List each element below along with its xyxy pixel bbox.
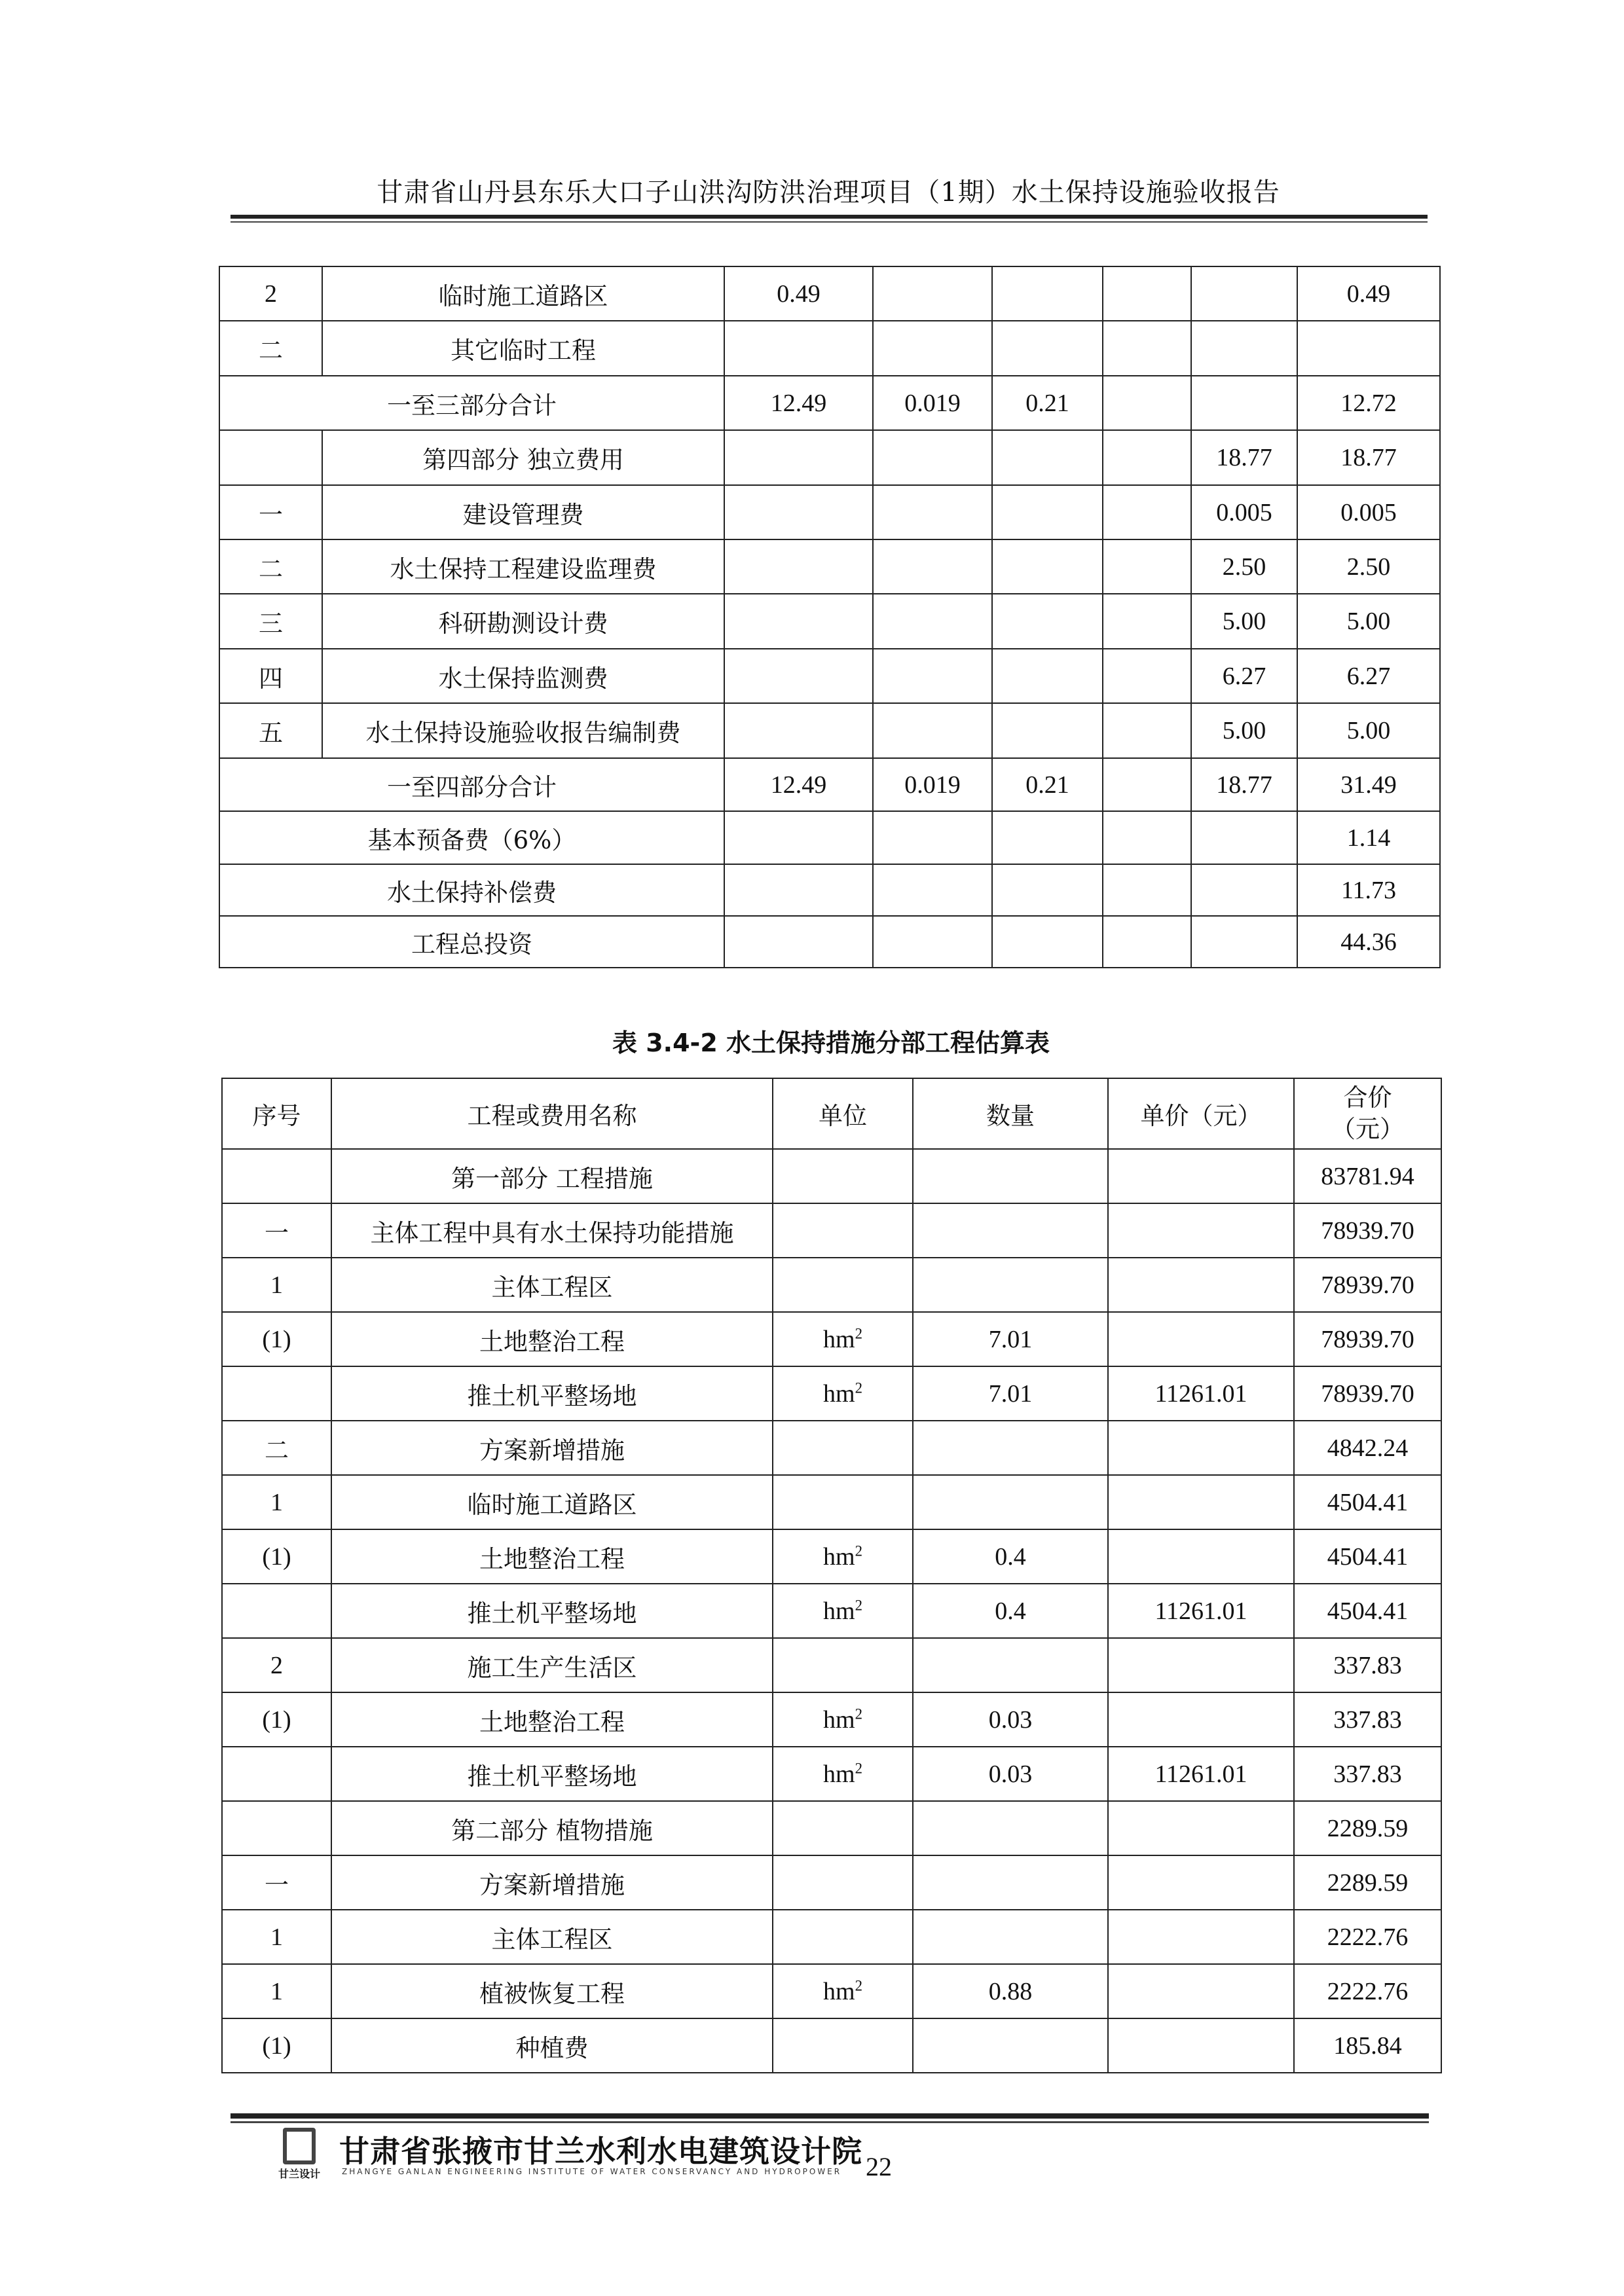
- measures-estimate-table: [221, 1078, 1442, 2073]
- table-cell: 4842.24: [1294, 1421, 1441, 1475]
- table-cell: [873, 916, 992, 968]
- table-cell: 第四部分 独立费用: [322, 430, 724, 485]
- header-rule: [231, 215, 1428, 219]
- table-row: [222, 1964, 1441, 2018]
- table-cell: 0.005: [1297, 485, 1440, 539]
- table-cell: 31.49: [1297, 758, 1440, 811]
- table-cell: [992, 594, 1103, 649]
- table-cell: [992, 321, 1103, 376]
- table-cell: [773, 2018, 913, 2073]
- table-cell: [873, 864, 992, 916]
- table-cell: 7.01: [913, 1366, 1108, 1421]
- table-cell: (1): [222, 1529, 331, 1584]
- table-cell: 78939.70: [1294, 1203, 1441, 1258]
- table-cell: [992, 916, 1103, 968]
- table-cell: 水土保持设施验收报告编制费: [322, 703, 724, 758]
- table-cell: [1103, 430, 1191, 485]
- table-cell: (1): [222, 1312, 331, 1366]
- table-cell: 推土机平整场地: [331, 1747, 773, 1801]
- table-cell: 11261.01: [1108, 1366, 1294, 1421]
- table-cell: 18.77: [1191, 758, 1297, 811]
- table-cell: 主体工程中具有水土保持功能措施: [331, 1203, 773, 1258]
- institute-name: 甘肃省张掖市甘兰水利水电建筑设计院: [339, 2134, 862, 2169]
- table-row: [222, 1475, 1441, 1529]
- table-cell: [1108, 1203, 1294, 1258]
- table-row: [219, 758, 1440, 811]
- table-row: [222, 1855, 1441, 1910]
- table-cell: 临时施工道路区: [331, 1475, 773, 1529]
- table-row: [222, 1258, 1441, 1312]
- table-cell: [873, 321, 992, 376]
- table-cell: [724, 321, 873, 376]
- table-cell: [773, 1855, 913, 1910]
- table-cell: [222, 1149, 331, 1203]
- table-cell: [773, 1910, 913, 1964]
- table-cell: 土地整治工程: [331, 1312, 773, 1366]
- table-cell: 78939.70: [1294, 1366, 1441, 1421]
- table-row: [222, 1366, 1441, 1421]
- table-cell: $hm^2$: [773, 1366, 913, 1421]
- table-cell: [1103, 321, 1191, 376]
- table-cell: [1108, 1421, 1294, 1475]
- table-cell: 科研勘测设计费: [322, 594, 724, 649]
- table-cell: [913, 1910, 1108, 1964]
- table-cell: $hm^2$: [773, 1529, 913, 1584]
- table-row: [219, 594, 1440, 649]
- table-cell: [1191, 811, 1297, 864]
- table-cell: 4504.41: [1294, 1529, 1441, 1584]
- table-row: [222, 1203, 1441, 1258]
- table-cell: [992, 485, 1103, 539]
- table-cell: 水土保持工程建设监理费: [322, 539, 724, 594]
- table-cell: 第一部分 工程措施: [331, 1149, 773, 1203]
- table-cell: 水土保持监测费: [322, 649, 724, 703]
- table-cell: [1108, 2018, 1294, 2073]
- table-cell: 建设管理费: [322, 485, 724, 539]
- table-cell: [1103, 266, 1191, 321]
- table-cell: [724, 649, 873, 703]
- table-cell: 施工生产生活区: [331, 1638, 773, 1692]
- table-row: [219, 649, 1440, 703]
- table-cell: 1.14: [1297, 811, 1440, 864]
- table-cell: 0.49: [1297, 266, 1440, 321]
- table-cell: [992, 703, 1103, 758]
- table-cell: [873, 485, 992, 539]
- table-row: [219, 916, 1440, 968]
- institute-logo-icon: [283, 2128, 316, 2164]
- table-cell: [222, 1584, 331, 1638]
- table-cell: [222, 1801, 331, 1855]
- table-cell: $hm^2$: [773, 1747, 913, 1801]
- table-cell: [222, 1366, 331, 1421]
- table-cell: 主体工程区: [331, 1258, 773, 1312]
- table-cell: [913, 1801, 1108, 1855]
- table-cell: [913, 1203, 1108, 1258]
- table-cell: [1103, 649, 1191, 703]
- institute-name-en: ZHANGYE GANLAN ENGINEERING INSTITUTE OF WATER CONSERVANCY AND HYDROPOWER: [342, 2167, 842, 2176]
- table-cell: 0.005: [1191, 485, 1297, 539]
- table-cell: 1: [222, 1258, 331, 1312]
- table-cell: $hm^2$: [773, 1584, 913, 1638]
- table-row: [222, 1747, 1441, 1801]
- table-cell: 0.21: [992, 376, 1103, 430]
- table-cell: [913, 1258, 1108, 1312]
- table-cell: 土地整治工程: [331, 1529, 773, 1584]
- table-cell: [992, 430, 1103, 485]
- table-cell: [873, 430, 992, 485]
- table-cell: [773, 1258, 913, 1312]
- table-row: [222, 1801, 1441, 1855]
- table-cell: 2.50: [1191, 539, 1297, 594]
- table-cell: [1108, 1149, 1294, 1203]
- table-cell: [992, 649, 1103, 703]
- table-cell: 一: [222, 1203, 331, 1258]
- table-cell: [724, 811, 873, 864]
- table-cell: 一: [219, 485, 322, 539]
- table-cell: 0.21: [992, 758, 1103, 811]
- page-number: 22: [866, 2152, 892, 2181]
- table-cell: 5.00: [1297, 594, 1440, 649]
- table-cell: (1): [222, 2018, 331, 2073]
- column-header: 序号: [222, 1078, 331, 1149]
- table-cell: [873, 539, 992, 594]
- column-header: 工程或费用名称: [331, 1078, 773, 1149]
- table-cell: 一至四部分合计: [219, 758, 724, 811]
- table-row: [222, 1910, 1441, 1964]
- table-cell: 44.36: [1297, 916, 1440, 968]
- table-cell: 78939.70: [1294, 1258, 1441, 1312]
- document-header-title: 甘肃省山丹县东乐大口子山洪沟防洪治理项目（1期）水土保持设施验收报告: [377, 177, 1280, 208]
- table-cell: [992, 266, 1103, 321]
- table-cell: 4504.41: [1294, 1475, 1441, 1529]
- table-cell: [1103, 539, 1191, 594]
- table-cell: 0.49: [724, 266, 873, 321]
- table-cell: [773, 1638, 913, 1692]
- table-cell: 78939.70: [1294, 1312, 1441, 1366]
- table-cell: [1103, 703, 1191, 758]
- table-cell: $hm^2$: [773, 1692, 913, 1747]
- table-cell: 0.019: [873, 758, 992, 811]
- table-cell: 11.73: [1297, 864, 1440, 916]
- table-cell: 一: [222, 1855, 331, 1910]
- table-cell: [222, 1747, 331, 1801]
- table-cell: 1: [222, 1475, 331, 1529]
- table-cell: [724, 916, 873, 968]
- table-cell: [992, 864, 1103, 916]
- footer-rule: [231, 2113, 1429, 2119]
- table-cell: [1108, 1638, 1294, 1692]
- table-row: [222, 1149, 1441, 1203]
- table-cell: [724, 864, 873, 916]
- column-header: 单价（元）: [1108, 1078, 1294, 1149]
- table-cell: 方案新增措施: [331, 1855, 773, 1910]
- table-cell: 第二部分 植物措施: [331, 1801, 773, 1855]
- table-cell: 2.50: [1297, 539, 1440, 594]
- table-cell: [1108, 1258, 1294, 1312]
- table-row: [222, 1312, 1441, 1366]
- table-cell: 工程总投资: [219, 916, 724, 968]
- table-cell: 2: [219, 266, 322, 321]
- table-cell: 83781.94: [1294, 1149, 1441, 1203]
- table-cell: [1108, 1964, 1294, 2018]
- table-cell: 0.88: [913, 1964, 1108, 2018]
- table-cell: [913, 1421, 1108, 1475]
- table-cell: [773, 1801, 913, 1855]
- table-cell: 四: [219, 649, 322, 703]
- table-cell: [913, 2018, 1108, 2073]
- table-cell: 0.03: [913, 1692, 1108, 1747]
- table-cell: 2: [222, 1638, 331, 1692]
- table-cell: 0.019: [873, 376, 992, 430]
- table-cell: [873, 266, 992, 321]
- table-cell: [873, 594, 992, 649]
- table-cell: 18.77: [1297, 430, 1440, 485]
- table-cell: [992, 811, 1103, 864]
- column-header: 单位: [773, 1078, 913, 1149]
- table-cell: 临时施工道路区: [322, 266, 724, 321]
- table-cell: [1108, 1692, 1294, 1747]
- table-row: [219, 376, 1440, 430]
- table-cell: [773, 1475, 913, 1529]
- table-cell: [773, 1149, 913, 1203]
- table-cell: 2222.76: [1294, 1964, 1441, 2018]
- table-cell: [913, 1855, 1108, 1910]
- table-cell: [1191, 321, 1297, 376]
- table-cell: [1191, 266, 1297, 321]
- table-cell: 337.83: [1294, 1692, 1441, 1747]
- table-cell: 1: [222, 1964, 331, 2018]
- table-cell: [1108, 1801, 1294, 1855]
- table-cell: 推土机平整场地: [331, 1366, 773, 1421]
- column-header: 合价（元）: [1294, 1078, 1441, 1149]
- header-rule-thin: [231, 221, 1428, 223]
- table-cell: [1108, 1529, 1294, 1584]
- table-row: [219, 485, 1440, 539]
- table-cell: [724, 539, 873, 594]
- investment-summary-table: [219, 266, 1441, 968]
- table-cell: [913, 1638, 1108, 1692]
- table-cell: 12.72: [1297, 376, 1440, 430]
- table-cell: [1103, 916, 1191, 968]
- table-cell: 种植费: [331, 2018, 773, 2073]
- table-cell: [724, 703, 873, 758]
- table-header-row: [222, 1078, 1441, 1149]
- table-cell: [913, 1475, 1108, 1529]
- table-cell: [1103, 594, 1191, 649]
- table-cell: 5.00: [1191, 703, 1297, 758]
- table-row: [222, 2018, 1441, 2073]
- table-cell: 2289.59: [1294, 1801, 1441, 1855]
- table-cell: 主体工程区: [331, 1910, 773, 1964]
- table-row: [219, 811, 1440, 864]
- table-cell: [1108, 1312, 1294, 1366]
- table-cell: 植被恢复工程: [331, 1964, 773, 2018]
- table-cell: [1191, 376, 1297, 430]
- table-cell: $hm^2$: [773, 1312, 913, 1366]
- table-cell: [1103, 864, 1191, 916]
- table-cell: [1191, 916, 1297, 968]
- table-row: [222, 1584, 1441, 1638]
- table-cell: [1108, 1910, 1294, 1964]
- table-cell: 12.49: [724, 376, 873, 430]
- table-caption: 表 3.4-2 水土保持措施分部工程估算表: [612, 1029, 1050, 1057]
- table-cell: 5.00: [1297, 703, 1440, 758]
- table-cell: 基本预备费（6%）: [219, 811, 724, 864]
- table-cell: 11261.01: [1108, 1747, 1294, 1801]
- table-cell: 二: [219, 321, 322, 376]
- table-cell: 0.4: [913, 1584, 1108, 1638]
- table-row: [219, 864, 1440, 916]
- table-cell: 6.27: [1191, 649, 1297, 703]
- table-row: [219, 321, 1440, 376]
- table-cell: [873, 811, 992, 864]
- table-cell: 水土保持补偿费: [219, 864, 724, 916]
- table-cell: 0.4: [913, 1529, 1108, 1584]
- table-row: [222, 1529, 1441, 1584]
- table-row: [219, 703, 1440, 758]
- table-cell: [724, 594, 873, 649]
- table-cell: 2222.76: [1294, 1910, 1441, 1964]
- table-cell: 5.00: [1191, 594, 1297, 649]
- table-cell: [1108, 1855, 1294, 1910]
- logo-text: 甘兰设计: [278, 2168, 321, 2180]
- table-row: [222, 1638, 1441, 1692]
- table-cell: 12.49: [724, 758, 873, 811]
- table-cell: 337.83: [1294, 1638, 1441, 1692]
- table-cell: 五: [219, 703, 322, 758]
- table-cell: 推土机平整场地: [331, 1584, 773, 1638]
- table-cell: [873, 649, 992, 703]
- table-cell: [219, 430, 322, 485]
- table-cell: 0.03: [913, 1747, 1108, 1801]
- table-cell: [724, 430, 873, 485]
- table-cell: 2289.59: [1294, 1855, 1441, 1910]
- table-cell: [1191, 864, 1297, 916]
- table-cell: [773, 1421, 913, 1475]
- table-cell: 185.84: [1294, 2018, 1441, 2073]
- table-cell: 7.01: [913, 1312, 1108, 1366]
- table-cell: 11261.01: [1108, 1584, 1294, 1638]
- table-cell: [1103, 485, 1191, 539]
- table-cell: 土地整治工程: [331, 1692, 773, 1747]
- table-cell: [1103, 376, 1191, 430]
- table-row: [219, 430, 1440, 485]
- table-cell: 4504.41: [1294, 1584, 1441, 1638]
- table-cell: (1): [222, 1692, 331, 1747]
- table-cell: [1103, 811, 1191, 864]
- table-row: [219, 266, 1440, 321]
- table-cell: 18.77: [1191, 430, 1297, 485]
- table-cell: 一至三部分合计: [219, 376, 724, 430]
- table-cell: [773, 1203, 913, 1258]
- table-cell: [1103, 758, 1191, 811]
- table-row: [222, 1421, 1441, 1475]
- table-cell: [992, 539, 1103, 594]
- table-cell: [913, 1149, 1108, 1203]
- table-row: [222, 1692, 1441, 1747]
- table-cell: 二: [219, 539, 322, 594]
- table-row: [219, 539, 1440, 594]
- table-cell: [873, 703, 992, 758]
- table-cell: 二: [222, 1421, 331, 1475]
- table-cell: 方案新增措施: [331, 1421, 773, 1475]
- table-cell: 6.27: [1297, 649, 1440, 703]
- table-cell: $hm^2$: [773, 1964, 913, 2018]
- table-cell: [1108, 1475, 1294, 1529]
- table-cell: 其它临时工程: [322, 321, 724, 376]
- table-cell: [1297, 321, 1440, 376]
- footer-rule-thin: [231, 2121, 1429, 2123]
- column-header: 数量: [913, 1078, 1108, 1149]
- table-cell: 三: [219, 594, 322, 649]
- table-cell: 337.83: [1294, 1747, 1441, 1801]
- table-cell: 1: [222, 1910, 331, 1964]
- table-cell: [724, 485, 873, 539]
